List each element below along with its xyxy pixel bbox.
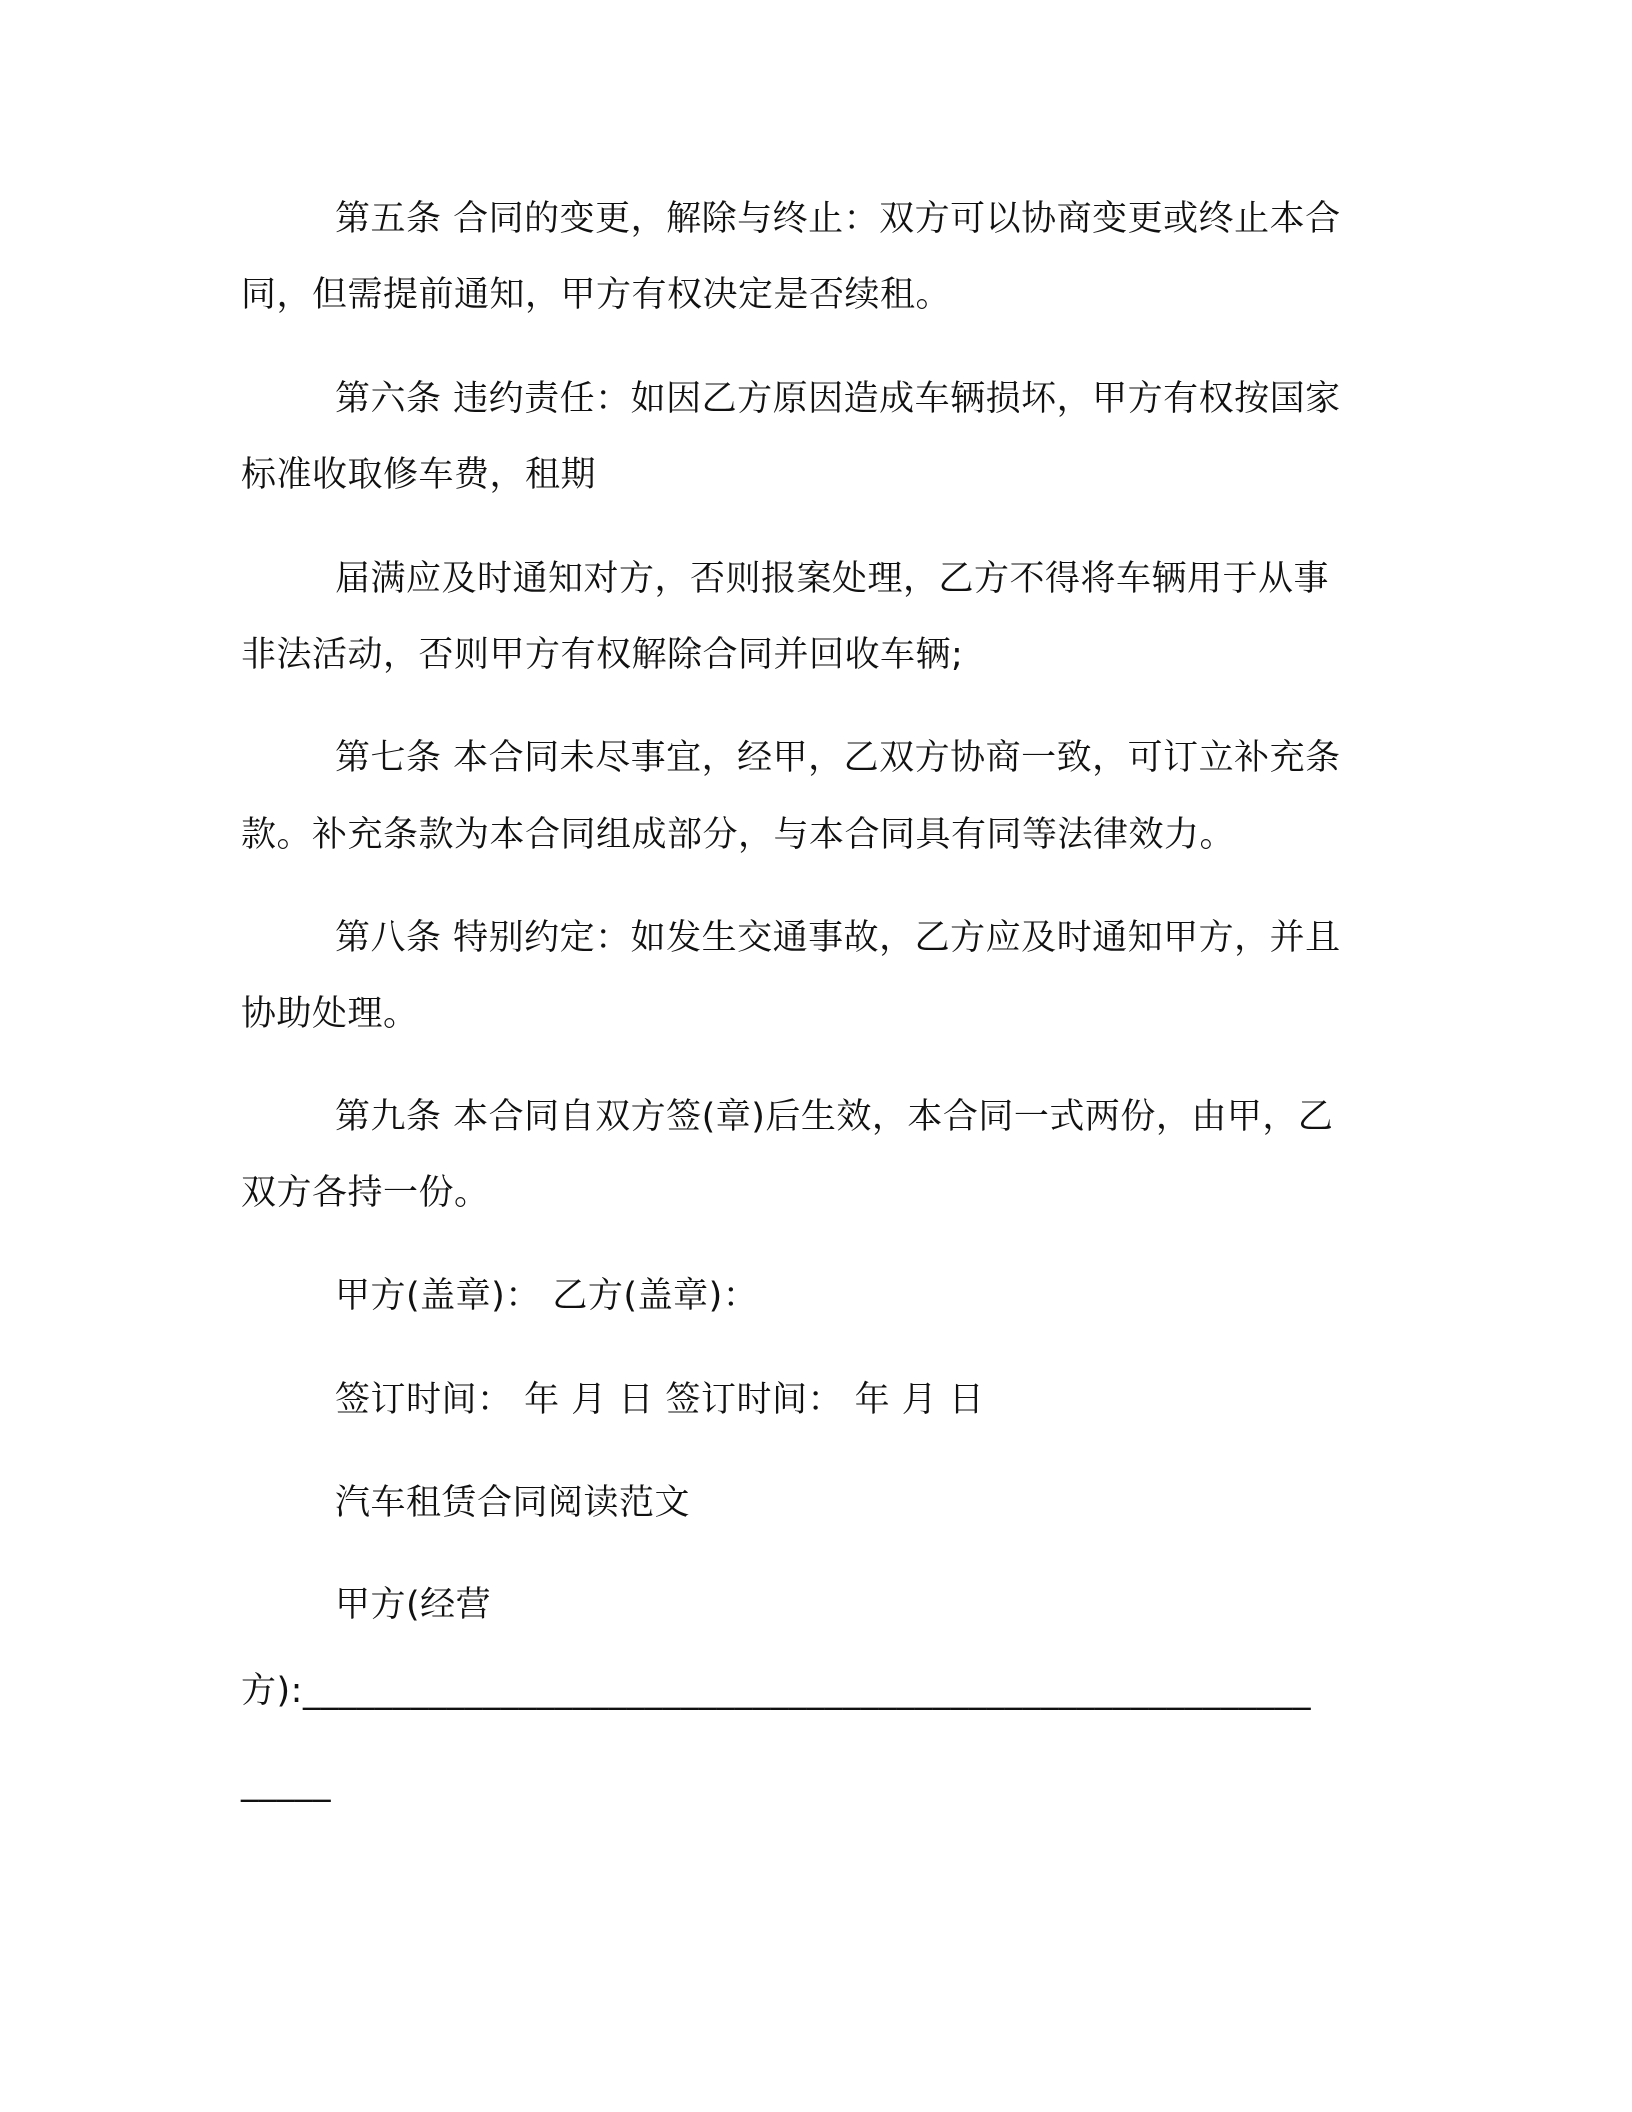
article-8-line-2: 协助处理。	[241, 994, 419, 1034]
article-7-line-1: 第七条 本合同未尽事宜，经甲，乙双方协商一致，可订立补充条	[335, 738, 1341, 778]
article-6-cont-line-1: 届满应及时通知对方，否则报案处理，乙方不得将车辆用于从事	[335, 559, 1330, 599]
article-5-line-2: 同，但需提前通知，甲方有权决定是否续租。	[241, 275, 952, 315]
party-a-label: 甲方(经营	[335, 1585, 492, 1625]
article-6-cont-line-2: 非法活动，否则甲方有权解除合同并回收车辆;	[241, 635, 964, 675]
party-a-blank-line: 方):________________________________________________________	[241, 1671, 1311, 1711]
signature-parties-line: 甲方(盖章)： 乙方(盖章)：	[335, 1276, 759, 1316]
section-title: 汽车租赁合同阅读范文	[335, 1483, 691, 1523]
article-7-line-2: 款。补充条款为本合同组成部分，与本合同具有同等法律效力。	[241, 815, 1236, 855]
signing-date-line: 签订时间： 年 月 日 签订时间： 年 月 日	[335, 1380, 985, 1420]
party-a-blank-line-cont: _____	[241, 1763, 331, 1803]
article-9-line-1: 第九条 本合同自双方签(章)后生效，本合同一式两份，由甲，乙	[335, 1097, 1334, 1137]
article-6-line-1: 第六条 违约责任：如因乙方原因造成车辆损坏，甲方有权按国家	[335, 379, 1341, 419]
article-6-line-2: 标准收取修车费，租期	[241, 455, 597, 495]
article-9-line-2: 双方各持一份。	[241, 1173, 490, 1213]
article-5-line-1: 第五条 合同的变更，解除与终止：双方可以协商变更或终止本合	[335, 199, 1341, 239]
article-8-line-1: 第八条 特别约定：如发生交通事故，乙方应及时通知甲方，并且	[335, 918, 1341, 958]
